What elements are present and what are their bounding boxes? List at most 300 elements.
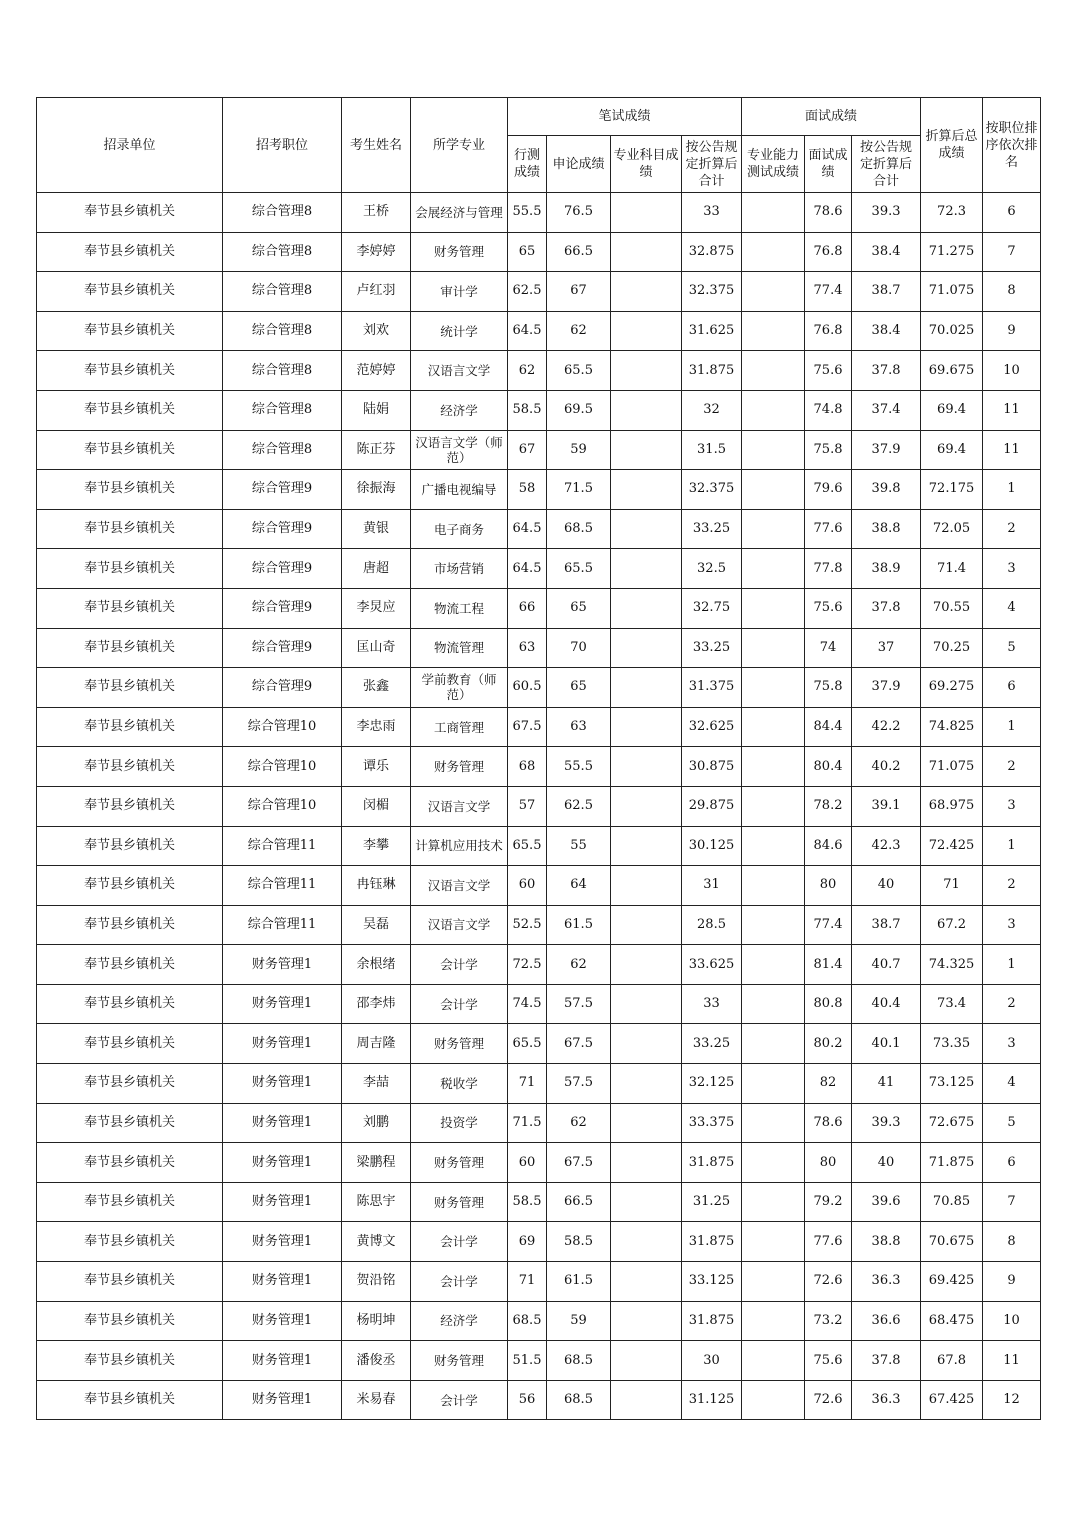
cell-interview-converted: 37.9 [852,430,921,470]
cell-xingce: 62.5 [508,272,547,312]
cell-name: 徐振海 [342,470,411,510]
cell-position: 财务管理1 [223,1301,342,1341]
cell-interview: 79.2 [805,1182,852,1222]
cell-unit: 奉节县乡镇机关 [37,1064,223,1104]
cell-written-converted: 32.5 [682,549,742,589]
cell-interview: 82 [805,1064,852,1104]
cell-professional-ability [742,1341,805,1381]
cell-xingce: 71 [508,1262,547,1302]
cell-professional-subject [611,549,682,589]
cell-interview-converted: 38.7 [852,272,921,312]
cell-position: 综合管理9 [223,588,342,628]
cell-professional-subject [611,747,682,787]
cell-major: 计算机应用技术 [411,826,508,866]
cell-total: 70.025 [921,311,983,351]
cell-professional-subject [611,1262,682,1302]
table-row [37,628,1041,668]
cell-shenlun: 57.5 [547,984,611,1024]
cell-rank: 12 [983,1380,1041,1420]
cell-professional-ability [742,509,805,549]
cell-total: 67.425 [921,1380,983,1420]
cell-xingce: 58.5 [508,1182,547,1222]
cell-professional-ability [742,470,805,510]
cell-written-converted: 33.625 [682,945,742,985]
cell-interview-converted: 38.4 [852,232,921,272]
cell-interview-converted: 40.1 [852,1024,921,1064]
table-row [37,1301,1041,1341]
cell-xingce: 67 [508,430,547,470]
table-row [37,351,1041,391]
cell-position: 综合管理10 [223,786,342,826]
cell-rank: 5 [983,1103,1041,1143]
cell-written-converted: 33.25 [682,1024,742,1064]
cell-shenlun: 66.5 [547,1182,611,1222]
table-row [37,747,1041,787]
cell-professional-subject [611,1222,682,1262]
cell-interview: 75.8 [805,668,852,708]
cell-name: 黄银 [342,509,411,549]
cell-written-converted: 33 [682,193,742,233]
cell-unit: 奉节县乡镇机关 [37,905,223,945]
cell-professional-subject [611,1182,682,1222]
cell-shenlun: 63 [547,707,611,747]
cell-total: 72.425 [921,826,983,866]
cell-professional-ability [742,984,805,1024]
header-shenlun: 申论成绩 [547,136,611,193]
cell-xingce: 58.5 [508,390,547,430]
cell-major: 会计学 [411,1262,508,1302]
cell-interview-converted: 37.8 [852,588,921,628]
cell-shenlun: 67 [547,272,611,312]
cell-position: 综合管理9 [223,549,342,589]
cell-position: 综合管理11 [223,905,342,945]
table-row [37,1341,1041,1381]
header-name: 考生姓名 [342,98,411,193]
cell-total: 71.075 [921,747,983,787]
cell-written-converted: 31.875 [682,1143,742,1183]
cell-professional-subject [611,866,682,906]
cell-position: 财务管理1 [223,1262,342,1302]
cell-name: 陈思宇 [342,1182,411,1222]
cell-written-converted: 33.25 [682,628,742,668]
cell-position: 财务管理1 [223,1064,342,1104]
cell-interview-converted: 41 [852,1064,921,1104]
cell-interview-converted: 40.7 [852,945,921,985]
cell-xingce: 71.5 [508,1103,547,1143]
cell-total: 67.8 [921,1341,983,1381]
cell-interview-converted: 40 [852,1143,921,1183]
cell-interview-converted: 40.4 [852,984,921,1024]
cell-xingce: 66 [508,588,547,628]
cell-total: 69.4 [921,430,983,470]
cell-interview-converted: 37.4 [852,390,921,430]
cell-shenlun: 62 [547,311,611,351]
table-row [37,866,1041,906]
cell-position: 综合管理10 [223,747,342,787]
cell-written-converted: 32.375 [682,470,742,510]
cell-name: 张鑫 [342,668,411,708]
cell-major: 统计学 [411,311,508,351]
cell-written-converted: 31.875 [682,1301,742,1341]
cell-rank: 9 [983,1262,1041,1302]
cell-name: 潘俊丞 [342,1341,411,1381]
cell-unit: 奉节县乡镇机关 [37,193,223,233]
cell-written-converted: 31.125 [682,1380,742,1420]
cell-major: 汉语言文学（师范） [411,430,508,470]
cell-rank: 8 [983,1222,1041,1262]
cell-interview-converted: 37.8 [852,351,921,391]
cell-professional-subject [611,1103,682,1143]
cell-total: 71.275 [921,232,983,272]
cell-rank: 11 [983,430,1041,470]
cell-professional-ability [742,1064,805,1104]
cell-name: 陆娟 [342,390,411,430]
cell-major: 物流工程 [411,588,508,628]
cell-xingce: 74.5 [508,984,547,1024]
cell-shenlun: 58.5 [547,1222,611,1262]
table-row [37,905,1041,945]
cell-professional-subject [611,786,682,826]
cell-unit: 奉节县乡镇机关 [37,1301,223,1341]
cell-interview: 72.6 [805,1262,852,1302]
cell-unit: 奉节县乡镇机关 [37,668,223,708]
cell-name: 米易春 [342,1380,411,1420]
cell-xingce: 55.5 [508,193,547,233]
cell-xingce: 68 [508,747,547,787]
cell-name: 李攀 [342,826,411,866]
cell-xingce: 60.5 [508,668,547,708]
cell-position: 综合管理8 [223,390,342,430]
cell-interview-converted: 36.3 [852,1380,921,1420]
cell-position: 综合管理11 [223,866,342,906]
cell-total: 69.675 [921,351,983,391]
cell-professional-ability [742,549,805,589]
cell-professional-ability [742,1182,805,1222]
cell-rank: 2 [983,984,1041,1024]
cell-total: 71.075 [921,272,983,312]
cell-interview: 78.6 [805,1103,852,1143]
cell-xingce: 65.5 [508,826,547,866]
cell-name: 王桥 [342,193,411,233]
cell-major: 经济学 [411,390,508,430]
cell-professional-ability [742,905,805,945]
cell-total: 74.325 [921,945,983,985]
cell-xingce: 65.5 [508,1024,547,1064]
cell-position: 财务管理1 [223,1380,342,1420]
cell-rank: 11 [983,390,1041,430]
cell-interview: 76.8 [805,232,852,272]
cell-professional-ability [742,1262,805,1302]
cell-major: 汉语言文学 [411,786,508,826]
cell-professional-ability [742,866,805,906]
table-row [37,1222,1041,1262]
cell-professional-ability [742,1301,805,1341]
cell-name: 黄博文 [342,1222,411,1262]
cell-shenlun: 67.5 [547,1024,611,1064]
cell-rank: 3 [983,1024,1041,1064]
cell-shenlun: 68.5 [547,1341,611,1381]
cell-position: 综合管理9 [223,470,342,510]
cell-professional-subject [611,1380,682,1420]
table-header [37,98,1041,193]
cell-total: 70.85 [921,1182,983,1222]
cell-interview-converted: 38.8 [852,509,921,549]
cell-major: 审计学 [411,272,508,312]
cell-total: 71.4 [921,549,983,589]
cell-interview-converted: 39.6 [852,1182,921,1222]
cell-name: 李婷婷 [342,232,411,272]
cell-written-converted: 33.25 [682,509,742,549]
cell-interview-converted: 36.3 [852,1262,921,1302]
cell-professional-ability [742,232,805,272]
table-row [37,786,1041,826]
table-row [37,272,1041,312]
cell-professional-ability [742,1380,805,1420]
cell-shenlun: 68.5 [547,1380,611,1420]
cell-interview-converted: 42.2 [852,707,921,747]
cell-unit: 奉节县乡镇机关 [37,232,223,272]
cell-rank: 1 [983,945,1041,985]
header-written-group: 笔试成绩 [508,98,742,136]
cell-total: 72.175 [921,470,983,510]
table-row [37,588,1041,628]
cell-unit: 奉节县乡镇机关 [37,430,223,470]
cell-written-converted: 31.25 [682,1182,742,1222]
cell-interview: 72.6 [805,1380,852,1420]
table-row [37,707,1041,747]
header-total: 折算后总成绩 [921,98,983,193]
cell-major: 市场营销 [411,549,508,589]
cell-unit: 奉节县乡镇机关 [37,1182,223,1222]
cell-interview: 75.6 [805,351,852,391]
cell-name: 闵楣 [342,786,411,826]
cell-written-converted: 30.125 [682,826,742,866]
table-row [37,945,1041,985]
cell-written-converted: 33.375 [682,1103,742,1143]
cell-position: 财务管理1 [223,945,342,985]
header-interview: 面试成绩 [805,136,852,193]
cell-unit: 奉节县乡镇机关 [37,1143,223,1183]
cell-xingce: 72.5 [508,945,547,985]
cell-shenlun: 61.5 [547,905,611,945]
cell-interview: 75.6 [805,1341,852,1381]
table-row [37,430,1041,470]
cell-interview: 74.8 [805,390,852,430]
cell-major: 会展经济与管理 [411,193,508,233]
score-table [36,97,1041,1420]
cell-rank: 6 [983,668,1041,708]
cell-unit: 奉节县乡镇机关 [37,470,223,510]
cell-professional-ability [742,193,805,233]
cell-rank: 3 [983,786,1041,826]
table-row [37,1024,1041,1064]
cell-professional-ability [742,747,805,787]
cell-unit: 奉节县乡镇机关 [37,1380,223,1420]
table-row [37,193,1041,233]
table-row [37,826,1041,866]
cell-interview: 77.4 [805,272,852,312]
cell-unit: 奉节县乡镇机关 [37,351,223,391]
cell-shenlun: 59 [547,1301,611,1341]
cell-rank: 7 [983,232,1041,272]
cell-name: 吴磊 [342,905,411,945]
cell-interview-converted: 39.3 [852,193,921,233]
cell-major: 汉语言文学 [411,866,508,906]
cell-interview: 84.4 [805,707,852,747]
cell-name: 刘鹏 [342,1103,411,1143]
cell-interview-converted: 36.6 [852,1301,921,1341]
cell-xingce: 62 [508,351,547,391]
cell-professional-subject [611,1301,682,1341]
cell-total: 73.4 [921,984,983,1024]
cell-interview: 84.6 [805,826,852,866]
cell-major: 会计学 [411,945,508,985]
cell-position: 综合管理8 [223,351,342,391]
cell-major: 电子商务 [411,509,508,549]
cell-unit: 奉节县乡镇机关 [37,786,223,826]
cell-major: 财务管理 [411,232,508,272]
cell-professional-ability [742,272,805,312]
cell-written-converted: 29.875 [682,786,742,826]
cell-name: 李忠雨 [342,707,411,747]
cell-rank: 9 [983,311,1041,351]
cell-professional-subject [611,509,682,549]
cell-interview-converted: 38.8 [852,1222,921,1262]
cell-interview-converted: 37.9 [852,668,921,708]
table-row [37,470,1041,510]
cell-name: 周吉隆 [342,1024,411,1064]
cell-interview: 74 [805,628,852,668]
cell-total: 71 [921,866,983,906]
cell-professional-subject [611,232,682,272]
cell-rank: 6 [983,193,1041,233]
cell-total: 69.4 [921,390,983,430]
cell-position: 综合管理9 [223,509,342,549]
cell-written-converted: 32.875 [682,232,742,272]
cell-total: 70.25 [921,628,983,668]
cell-xingce: 57 [508,786,547,826]
table-row [37,1143,1041,1183]
cell-total: 72.675 [921,1103,983,1143]
cell-unit: 奉节县乡镇机关 [37,311,223,351]
cell-shenlun: 70 [547,628,611,668]
cell-professional-subject [611,390,682,430]
cell-shenlun: 76.5 [547,193,611,233]
cell-interview: 75.6 [805,588,852,628]
cell-position: 综合管理8 [223,193,342,233]
cell-professional-subject [611,628,682,668]
header-position: 招考职位 [223,98,342,193]
cell-interview-converted: 38.4 [852,311,921,351]
cell-interview-converted: 39.8 [852,470,921,510]
cell-xingce: 52.5 [508,905,547,945]
cell-professional-ability [742,351,805,391]
cell-unit: 奉节县乡镇机关 [37,984,223,1024]
table-row [37,390,1041,430]
cell-professional-subject [611,430,682,470]
cell-professional-ability [742,826,805,866]
cell-interview: 81.4 [805,945,852,985]
cell-position: 财务管理1 [223,1143,342,1183]
cell-shenlun: 65.5 [547,549,611,589]
cell-rank: 11 [983,1341,1041,1381]
cell-major: 物流管理 [411,628,508,668]
cell-name: 余根绪 [342,945,411,985]
cell-rank: 1 [983,470,1041,510]
cell-major: 工商管理 [411,707,508,747]
cell-total: 71.875 [921,1143,983,1183]
cell-major: 汉语言文学 [411,905,508,945]
cell-rank: 4 [983,588,1041,628]
cell-shenlun: 62 [547,1103,611,1143]
cell-xingce: 67.5 [508,707,547,747]
cell-position: 财务管理1 [223,1103,342,1143]
cell-unit: 奉节县乡镇机关 [37,549,223,589]
cell-professional-ability [742,707,805,747]
cell-name: 冉钰琳 [342,866,411,906]
cell-name: 范婷婷 [342,351,411,391]
cell-xingce: 64.5 [508,311,547,351]
cell-name: 匡山奇 [342,628,411,668]
cell-professional-subject [611,826,682,866]
cell-total: 70.55 [921,588,983,628]
cell-position: 综合管理8 [223,272,342,312]
cell-professional-subject [611,1341,682,1381]
header-written-converted: 按公告规定折算后合计 [682,136,742,193]
cell-written-converted: 31.5 [682,430,742,470]
cell-rank: 1 [983,707,1041,747]
cell-interview: 80.2 [805,1024,852,1064]
cell-professional-subject [611,945,682,985]
cell-total: 74.825 [921,707,983,747]
cell-name: 邵李炜 [342,984,411,1024]
cell-position: 财务管理1 [223,984,342,1024]
cell-interview-converted: 40 [852,866,921,906]
table-row [37,311,1041,351]
cell-name: 谭乐 [342,747,411,787]
cell-unit: 奉节县乡镇机关 [37,945,223,985]
cell-professional-ability [742,1222,805,1262]
cell-professional-subject [611,1024,682,1064]
cell-position: 综合管理8 [223,430,342,470]
cell-professional-ability [742,628,805,668]
cell-shenlun: 55 [547,826,611,866]
cell-name: 刘欢 [342,311,411,351]
cell-professional-ability [742,390,805,430]
cell-position: 综合管理9 [223,668,342,708]
cell-rank: 5 [983,628,1041,668]
cell-total: 73.35 [921,1024,983,1064]
cell-rank: 2 [983,747,1041,787]
cell-unit: 奉节县乡镇机关 [37,628,223,668]
table-row [37,1380,1041,1420]
cell-rank: 8 [983,272,1041,312]
cell-total: 68.475 [921,1301,983,1341]
cell-shenlun: 62 [547,945,611,985]
cell-xingce: 51.5 [508,1341,547,1381]
cell-name: 梁鹏程 [342,1143,411,1183]
cell-unit: 奉节县乡镇机关 [37,747,223,787]
cell-unit: 奉节县乡镇机关 [37,272,223,312]
cell-major: 税收学 [411,1064,508,1104]
cell-professional-subject [611,272,682,312]
cell-unit: 奉节县乡镇机关 [37,826,223,866]
cell-position: 财务管理1 [223,1024,342,1064]
cell-name: 李喆 [342,1064,411,1104]
cell-professional-subject [611,707,682,747]
cell-interview: 79.6 [805,470,852,510]
cell-xingce: 63 [508,628,547,668]
